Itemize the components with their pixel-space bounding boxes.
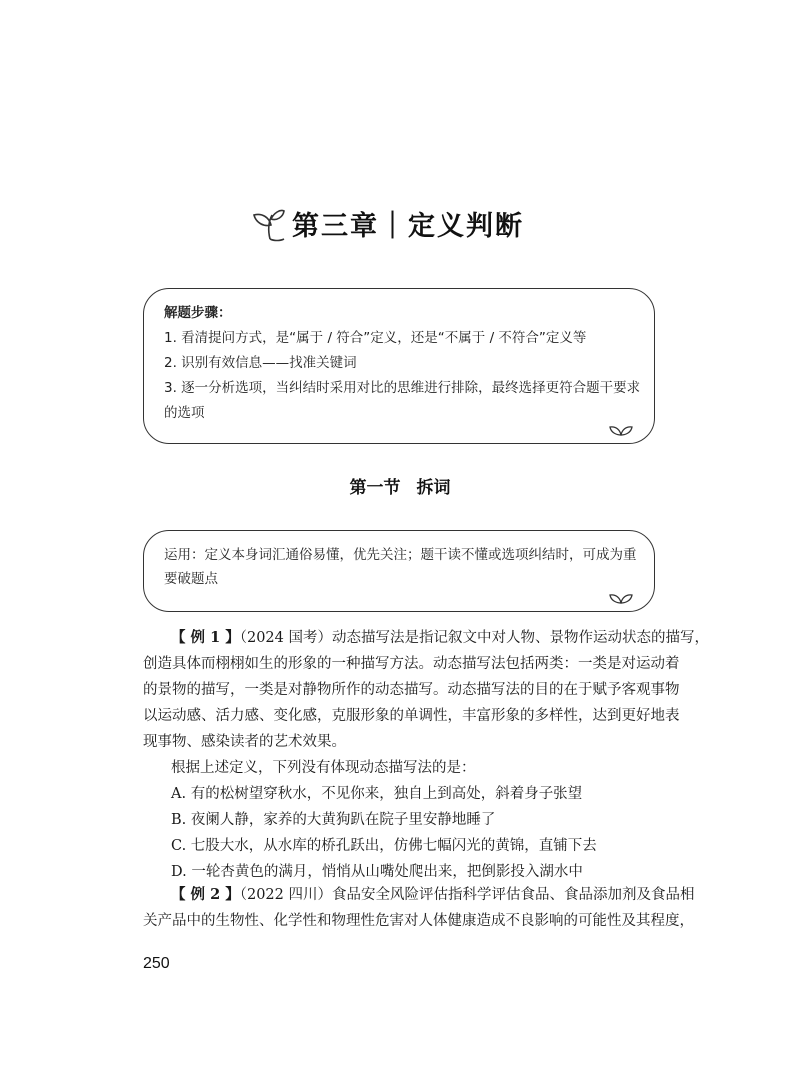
example-2-first-line	[143, 882, 695, 908]
example-1-first-line	[143, 625, 709, 651]
sprout-icon	[250, 203, 286, 243]
section-title	[0, 473, 800, 498]
example-1-line: 以运动感、活力感、变化感，克服形象的单调性，丰富形象的多样性，达到更好地表	[143, 708, 680, 724]
example-2	[143, 882, 695, 934]
usage-box	[143, 530, 655, 612]
chapter-heading	[250, 196, 524, 250]
example-2-line: 关产品中的生物性、化学性和物理性危害对人体健康造成不良影响的可能性及其程度，	[143, 913, 694, 929]
leaf-icon	[608, 591, 634, 605]
chapter-title: 第三章｜定义判断	[292, 210, 524, 242]
section-name: 拆词	[416, 478, 451, 498]
option-a: A. 有的松树望穿秋水，不见你来，独自上到高处，斜着身子张望	[171, 786, 583, 802]
step-item: 2. 识别有效信息——找准关键词	[164, 355, 357, 371]
page-number: 250	[143, 955, 170, 972]
example-2-text: （2022 四川）食品安全风险评估指科学评估食品、食品添加剂及食品相	[239, 887, 695, 903]
leaf-icon	[608, 423, 634, 437]
example-1-tag: 【 例 1 】	[171, 629, 240, 646]
usage-line: 运用：定义本身词汇通俗易懂，优先关注；题干读不懂或选项纠结时，可成为重	[164, 547, 637, 563]
example-1	[143, 625, 709, 885]
steps-heading: 解题步骤：	[164, 305, 232, 321]
usage-line: 要破题点	[164, 571, 218, 587]
option-d: D. 一轮杏黄色的满月，悄悄从山嘴处爬出来，把倒影投入湖水中	[171, 864, 583, 880]
step-item: 1. 看清提问方式，是“属于 / 符合”定义，还是“不属于 / 不符合”定义等	[164, 330, 587, 346]
option-b: B. 夜阑人静，家养的大黄狗趴在院子里安静地睡了	[171, 812, 496, 828]
example-1-line: 的景物的描写，一类是对静物所作的动态描写。动态描写法的目的在于赋予客观事物	[143, 682, 680, 698]
example-1-line: 现事物、感染读者的艺术效果。	[143, 734, 346, 750]
steps-box	[143, 288, 655, 444]
example-2-tag: 【 例 2 】	[171, 886, 240, 903]
section-label: 第一节	[349, 478, 401, 498]
example-1-line: 创造具体而栩栩如生的形象的一种描写方法。动态描写法包括两类：一类是对运动着	[143, 656, 680, 672]
step-item: 3. 逐一分析选项，当纠结时采用对比的思维进行排除，最终选择更符合题干要求	[164, 380, 641, 396]
example-1-text: （2024 国考）动态描写法是指记叙文中对人物、景物作运动状态的描写，	[239, 630, 709, 646]
option-c: C. 七股大水，从水库的桥孔跃出，仿佛七幅闪光的黄锦，直铺下去	[171, 838, 597, 854]
step-item: 的选项	[164, 405, 205, 421]
example-1-question: 根据上述定义，下列没有体现动态描写法的是：	[171, 760, 476, 776]
